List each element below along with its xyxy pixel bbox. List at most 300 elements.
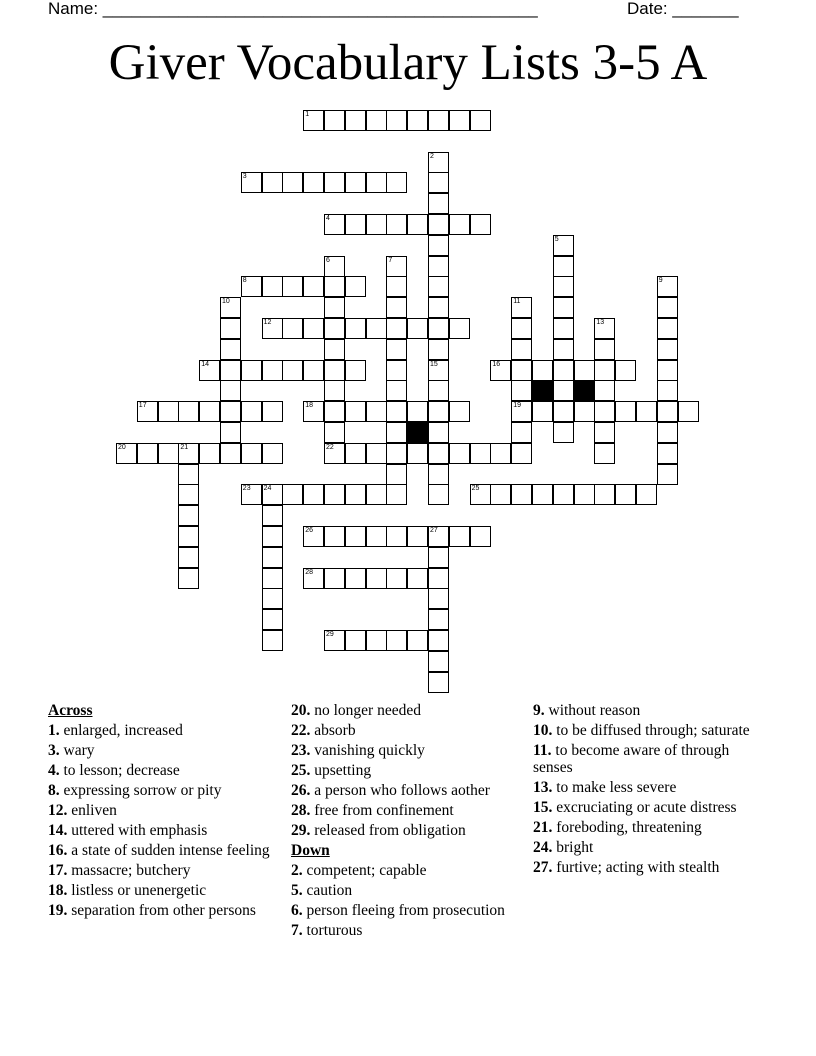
grid-cell[interactable] [241, 360, 262, 381]
grid-cell[interactable] [490, 443, 511, 464]
grid-cell[interactable] [324, 318, 345, 339]
grid-cell[interactable] [262, 609, 283, 630]
grid-cell[interactable] [366, 214, 387, 235]
clue-item-number: 24. [533, 839, 553, 856]
grid-cell[interactable] [345, 401, 366, 422]
grid-cell[interactable] [428, 235, 449, 256]
clue-item [291, 902, 523, 919]
grid-cell[interactable] [511, 422, 532, 443]
grid-cell[interactable] [262, 276, 283, 297]
grid-cell[interactable] [345, 443, 366, 464]
grid-cell[interactable] [220, 339, 241, 360]
grid-cell[interactable] [386, 360, 407, 381]
grid-cell[interactable] [407, 318, 428, 339]
grid-cell[interactable] [324, 401, 345, 422]
grid-cell[interactable] [511, 401, 532, 422]
grid-cell[interactable] [657, 464, 678, 485]
grid-cell[interactable] [532, 484, 553, 505]
grid-cell[interactable] [386, 568, 407, 589]
grid-cell[interactable] [636, 484, 657, 505]
grid-cell[interactable] [116, 443, 137, 464]
grid-cell[interactable] [386, 630, 407, 651]
grid-cell[interactable] [178, 464, 199, 485]
grid-cell[interactable] [532, 401, 553, 422]
clue-item-text: uttered with emphasis [67, 822, 208, 839]
clue-item [533, 702, 765, 719]
clue-item [291, 722, 523, 739]
clue-item-number: 14. [48, 822, 68, 839]
clue-item [291, 922, 523, 939]
grid-cell[interactable] [324, 110, 345, 131]
grid-cell[interactable] [594, 484, 615, 505]
grid-cell[interactable] [407, 401, 428, 422]
grid-cell[interactable] [657, 276, 678, 297]
clue-number: 18 [305, 402, 313, 410]
grid-cell[interactable] [158, 443, 179, 464]
grid-cell[interactable] [553, 276, 574, 297]
grid-cell[interactable] [490, 360, 511, 381]
grid-cell[interactable] [366, 443, 387, 464]
clue-item-number: 18. [48, 882, 68, 899]
grid-cell[interactable] [428, 297, 449, 318]
grid-cell[interactable] [428, 401, 449, 422]
clue-number: 7 [388, 256, 393, 264]
grid-cell[interactable] [178, 443, 199, 464]
grid-cell[interactable] [490, 484, 511, 505]
grid-cell[interactable] [366, 568, 387, 589]
grid-cell[interactable] [303, 360, 324, 381]
clue-item-number: 15. [533, 799, 553, 816]
grid-cell[interactable] [386, 443, 407, 464]
clue-item-text: wary [59, 742, 95, 759]
grid-cell[interactable] [220, 380, 241, 401]
grid-cell[interactable] [241, 484, 262, 505]
clue-number: 27 [430, 527, 438, 534]
clue-item-text: upsetting [310, 762, 372, 779]
grid-cell[interactable] [407, 568, 428, 589]
clue-item [533, 779, 765, 796]
grid-cell[interactable] [553, 380, 574, 401]
clue-item-text: foreboding, threatening [552, 819, 702, 836]
grid-cell[interactable] [262, 401, 283, 422]
grid-cell[interactable] [428, 152, 449, 173]
clue-number: 1 [305, 111, 310, 118]
clue-item [48, 722, 280, 739]
grid-cell[interactable] [615, 484, 636, 505]
grid-cell[interactable] [428, 256, 449, 277]
clue-item-number: 23. [291, 742, 311, 759]
grid-cell[interactable] [594, 380, 615, 401]
grid-cell[interactable] [428, 339, 449, 360]
grid-cell[interactable] [324, 256, 345, 277]
grid-cell[interactable] [366, 401, 387, 422]
grid-block [532, 380, 553, 401]
grid-cell[interactable] [386, 401, 407, 422]
clue-item [291, 882, 523, 899]
grid-cell[interactable] [366, 526, 387, 547]
grid-cell[interactable] [553, 360, 574, 381]
clue-item-text: listless or unenergetic [67, 882, 207, 899]
grid-cell[interactable] [178, 568, 199, 589]
grid-cell[interactable] [303, 526, 324, 547]
clue-number: 6 [326, 256, 330, 264]
grid-cell[interactable] [574, 401, 595, 422]
clue-item-text: a state of sudden intense feeling [67, 842, 270, 859]
grid-cell[interactable] [137, 401, 158, 422]
clue-item-text: to make less severe [552, 779, 677, 796]
grid-cell[interactable] [449, 214, 470, 235]
grid-cell[interactable] [324, 526, 345, 547]
grid-cell[interactable] [324, 172, 345, 193]
grid-cell[interactable] [220, 360, 241, 381]
grid-cell[interactable] [303, 110, 324, 131]
grid-cell[interactable] [345, 568, 366, 589]
clue-item [48, 842, 280, 859]
grid-cell[interactable] [324, 568, 345, 589]
grid-cell[interactable] [220, 443, 241, 464]
grid-cell[interactable] [324, 443, 345, 464]
grid-cell[interactable] [386, 276, 407, 297]
clue-number: 16 [492, 360, 501, 368]
clue-item [533, 859, 765, 876]
grid-cell[interactable] [428, 630, 449, 651]
clue-number: 2 [430, 152, 434, 160]
clue-item [48, 822, 280, 839]
clue-item-number: 2. [291, 862, 303, 879]
grid-cell[interactable] [428, 484, 449, 505]
grid-cell[interactable] [345, 214, 366, 235]
grid-cell[interactable] [262, 526, 283, 547]
grid-cell[interactable] [470, 110, 491, 131]
grid-cell[interactable] [303, 484, 324, 505]
grid-cell[interactable] [428, 214, 449, 235]
clue-item [48, 802, 280, 819]
grid-cell[interactable] [407, 526, 428, 547]
grid-cell[interactable] [262, 505, 283, 526]
grid-cell[interactable] [220, 422, 241, 443]
grid-cell[interactable] [428, 651, 449, 672]
grid-cell[interactable] [386, 526, 407, 547]
clue-item-number: 29. [291, 822, 311, 839]
clue-number: 5 [554, 235, 559, 243]
grid-cell[interactable] [428, 110, 449, 131]
grid-cell[interactable] [657, 318, 678, 339]
grid-cell[interactable] [241, 401, 262, 422]
grid-cell[interactable] [386, 484, 407, 505]
grid-cell[interactable] [553, 318, 574, 339]
clue-item-text: enliven [67, 802, 117, 819]
grid-cell[interactable] [262, 547, 283, 568]
clue-item-number: 16. [48, 842, 68, 859]
clue-item-number: 26. [291, 782, 311, 799]
grid-cell[interactable] [324, 339, 345, 360]
grid-cell[interactable] [470, 443, 491, 464]
grid-cell[interactable] [366, 172, 387, 193]
clue-item-number: 9. [533, 702, 545, 719]
grid-cell[interactable] [553, 256, 574, 277]
grid-cell[interactable] [428, 464, 449, 485]
clue-number: 28 [305, 568, 313, 576]
grid-cell[interactable] [324, 214, 345, 235]
clue-item-number: 4. [48, 762, 60, 779]
grid-cell[interactable] [428, 609, 449, 630]
clue-item-text: vanishing quickly [310, 742, 425, 759]
clue-item [291, 762, 523, 779]
grid-cell[interactable] [366, 630, 387, 651]
grid-cell[interactable] [366, 484, 387, 505]
grid-cell[interactable] [345, 172, 366, 193]
clue-item-text: person fleeing from prosecution [302, 902, 505, 919]
clue-number: 22 [326, 443, 334, 451]
grid-cell[interactable] [282, 318, 303, 339]
grid-cell[interactable] [282, 360, 303, 381]
clue-item-number: 13. [533, 779, 553, 796]
grid-cell[interactable] [428, 172, 449, 193]
grid-cell[interactable] [615, 401, 636, 422]
section-heading: Down [291, 842, 330, 859]
grid-cell[interactable] [428, 672, 449, 693]
grid-cell[interactable] [303, 276, 324, 297]
grid-cell[interactable] [324, 360, 345, 381]
grid-cell[interactable] [158, 401, 179, 422]
clue-column-3 [533, 702, 765, 879]
grid-cell[interactable] [449, 110, 470, 131]
grid-cell[interactable] [262, 318, 283, 339]
grid-cell[interactable] [199, 401, 220, 422]
clue-item-number: 17. [48, 862, 68, 879]
grid-cell[interactable] [262, 443, 283, 464]
grid-cell[interactable] [678, 401, 699, 422]
clue-number: 19 [513, 402, 521, 410]
grid-cell[interactable] [241, 443, 262, 464]
grid-cell[interactable] [386, 464, 407, 485]
grid-cell[interactable] [657, 380, 678, 401]
clue-item-text: to lesson; decrease [59, 762, 180, 779]
grid-cell[interactable] [511, 380, 532, 401]
grid-cell[interactable] [553, 339, 574, 360]
grid-cell[interactable] [262, 588, 283, 609]
grid-cell[interactable] [386, 422, 407, 443]
grid-cell[interactable] [407, 214, 428, 235]
grid-cell[interactable] [407, 110, 428, 131]
grid-cell[interactable] [345, 276, 366, 297]
grid-cell[interactable] [511, 318, 532, 339]
grid-cell[interactable] [449, 318, 470, 339]
clue-number: 4 [326, 215, 330, 222]
grid-cell[interactable] [199, 443, 220, 464]
grid-cell[interactable] [262, 360, 283, 381]
grid-cell[interactable] [386, 256, 407, 277]
grid-cell[interactable] [657, 401, 678, 422]
grid-cell[interactable] [345, 110, 366, 131]
clue-item-text: enlarged, increased [59, 722, 183, 739]
grid-cell[interactable] [366, 318, 387, 339]
grid-cell[interactable] [511, 360, 532, 381]
grid-cell[interactable] [594, 401, 615, 422]
grid-cell[interactable] [407, 630, 428, 651]
grid-block [574, 380, 595, 401]
clue-item-text: caution [302, 882, 353, 899]
grid-cell[interactable] [407, 443, 428, 464]
grid-cell[interactable] [386, 318, 407, 339]
grid-cell[interactable] [657, 297, 678, 318]
grid-cell[interactable] [282, 484, 303, 505]
clue-item-number: 20. [291, 702, 311, 719]
grid-cell[interactable] [345, 318, 366, 339]
clue-item-text: free from confinement [310, 802, 454, 819]
grid-cell[interactable] [303, 568, 324, 589]
grid-cell[interactable] [428, 422, 449, 443]
grid-cell[interactable] [324, 422, 345, 443]
grid-cell[interactable] [428, 193, 449, 214]
grid-cell[interactable] [511, 339, 532, 360]
grid-cell[interactable] [594, 422, 615, 443]
grid-cell[interactable] [470, 526, 491, 547]
grid-cell[interactable] [428, 360, 449, 381]
grid-cell[interactable] [199, 360, 220, 381]
clue-item-number: 25. [291, 762, 311, 779]
clue-item-number: 22. [291, 722, 311, 739]
grid-cell[interactable] [553, 422, 574, 443]
grid-cell[interactable] [345, 484, 366, 505]
grid-cell[interactable] [449, 401, 470, 422]
clue-number: 17 [138, 402, 147, 410]
clue-number: 26 [305, 527, 313, 534]
clue-number: 24 [263, 485, 272, 493]
grid-cell[interactable] [282, 276, 303, 297]
clue-column-1 [48, 702, 280, 922]
grid-cell[interactable] [220, 297, 241, 318]
grid-cell[interactable] [657, 339, 678, 360]
grid-cell[interactable] [241, 172, 262, 193]
clue-number: 21 [180, 443, 189, 451]
grid-cell[interactable] [345, 360, 366, 381]
grid-cell[interactable] [428, 318, 449, 339]
grid-cell[interactable] [386, 380, 407, 401]
grid-cell[interactable] [220, 318, 241, 339]
grid-cell[interactable] [615, 360, 636, 381]
grid-cell[interactable] [553, 297, 574, 318]
clue-number: 29 [326, 631, 334, 638]
clue-number: 9 [658, 277, 663, 285]
grid-cell[interactable] [386, 339, 407, 360]
grid-cell[interactable] [428, 526, 449, 547]
grid-cell[interactable] [428, 568, 449, 589]
clue-item-text: bright [552, 839, 594, 856]
grid-cell[interactable] [574, 484, 595, 505]
grid-cell[interactable] [178, 526, 199, 547]
clue-item-text: a person who follows aother [310, 782, 490, 799]
grid-cell[interactable] [345, 526, 366, 547]
name-field-label: Name: ______________________________________________ [48, 0, 538, 18]
grid-cell[interactable] [137, 443, 158, 464]
grid-cell[interactable] [449, 526, 470, 547]
clue-item [533, 722, 765, 739]
grid-cell[interactable] [594, 360, 615, 381]
grid-cell[interactable] [220, 401, 241, 422]
grid-cell[interactable] [428, 547, 449, 568]
grid-cell[interactable] [594, 318, 615, 339]
grid-cell[interactable] [657, 422, 678, 443]
grid-cell[interactable] [657, 360, 678, 381]
grid-cell[interactable] [241, 276, 262, 297]
clue-item-number: 3. [48, 742, 60, 759]
grid-cell[interactable] [511, 443, 532, 464]
grid-cell[interactable] [553, 235, 574, 256]
grid-cell[interactable] [178, 547, 199, 568]
clue-item-number: 10. [533, 722, 553, 739]
clue-number: 8 [242, 277, 247, 285]
clue-item-number: 19. [48, 902, 68, 919]
grid-cell[interactable] [178, 505, 199, 526]
grid-cell[interactable] [428, 588, 449, 609]
clue-item-number: 8. [48, 782, 60, 799]
grid-cell[interactable] [262, 484, 283, 505]
grid-cell[interactable] [553, 484, 574, 505]
clue-item-number: 5. [291, 882, 303, 899]
grid-cell[interactable] [324, 484, 345, 505]
grid-cell[interactable] [428, 380, 449, 401]
grid-cell[interactable] [511, 297, 532, 318]
grid-cell[interactable] [366, 110, 387, 131]
grid-cell[interactable] [324, 630, 345, 651]
grid-cell[interactable] [262, 172, 283, 193]
grid-cell[interactable] [178, 401, 199, 422]
grid-cell[interactable] [553, 401, 574, 422]
grid-cell[interactable] [386, 214, 407, 235]
grid-cell[interactable] [386, 172, 407, 193]
clue-item [291, 822, 523, 839]
grid-cell[interactable] [178, 484, 199, 505]
grid-cell[interactable] [303, 401, 324, 422]
grid-cell[interactable] [324, 380, 345, 401]
clue-item [291, 802, 523, 819]
grid-cell[interactable] [386, 110, 407, 131]
clue-item [533, 819, 765, 836]
clue-number: 23 [242, 485, 251, 493]
grid-cell[interactable] [324, 297, 345, 318]
grid-cell[interactable] [657, 443, 678, 464]
grid-cell[interactable] [470, 214, 491, 235]
clue-item [48, 882, 280, 899]
grid-cell[interactable] [636, 401, 657, 422]
clue-item-text: massacre; butchery [67, 862, 191, 879]
clue-item-number: 1. [48, 722, 60, 739]
grid-cell[interactable] [428, 443, 449, 464]
grid-cell[interactable] [428, 276, 449, 297]
clue-number: 20 [118, 443, 126, 451]
grid-cell[interactable] [574, 360, 595, 381]
grid-cell[interactable] [449, 443, 470, 464]
grid-cell[interactable] [345, 630, 366, 651]
grid-cell[interactable] [594, 443, 615, 464]
clue-item [533, 799, 765, 816]
grid-cell[interactable] [262, 568, 283, 589]
grid-cell[interactable] [303, 172, 324, 193]
grid-block [407, 422, 428, 443]
grid-cell[interactable] [282, 172, 303, 193]
grid-cell[interactable] [324, 276, 345, 297]
grid-cell[interactable] [470, 484, 491, 505]
grid-cell[interactable] [511, 484, 532, 505]
grid-cell[interactable] [303, 318, 324, 339]
clue-item [291, 742, 523, 759]
grid-cell[interactable] [594, 339, 615, 360]
grid-cell[interactable] [262, 630, 283, 651]
grid-cell[interactable] [386, 297, 407, 318]
clue-item-text: torturous [302, 922, 363, 939]
grid-cell[interactable] [532, 360, 553, 381]
